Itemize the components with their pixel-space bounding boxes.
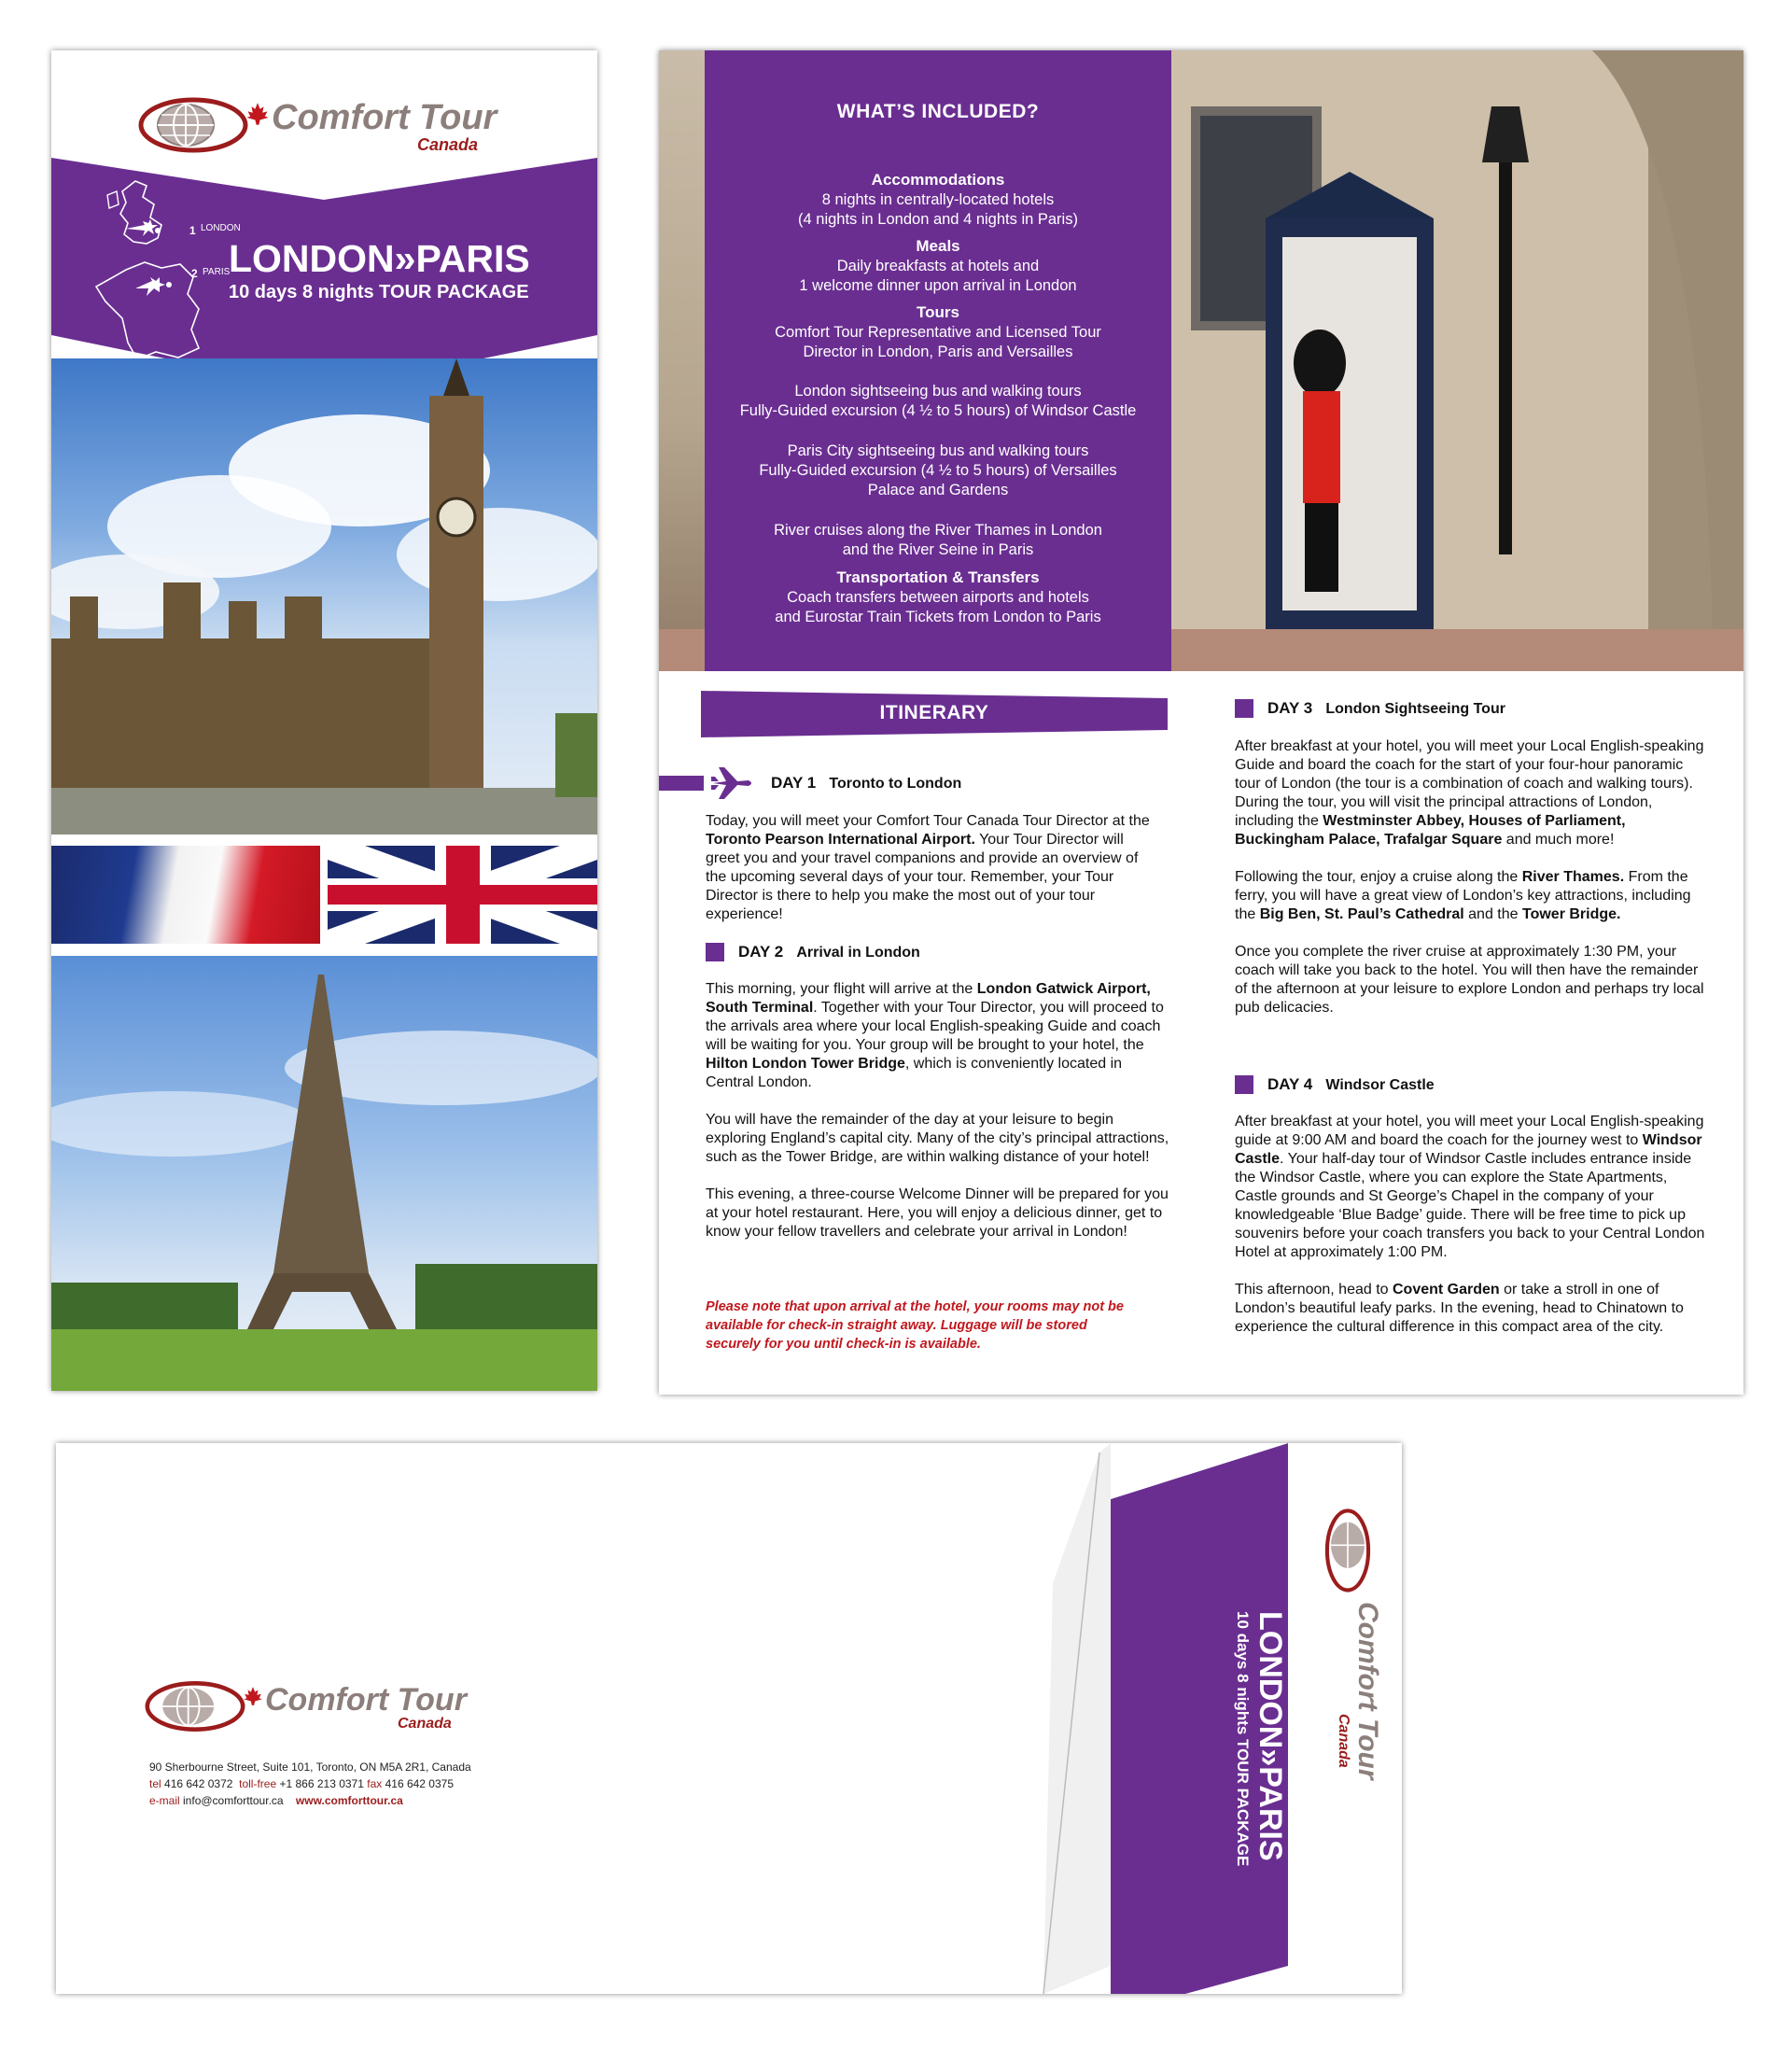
included-section [705,302,1171,362]
flap-title-block [1111,1443,1288,1994]
whats-included-heading: WHAT’S INCLUDED? [836,101,1040,122]
brand-sub: Canada [417,135,479,154]
france-flag-photo [51,846,320,944]
day1-label: DAY 1 Toronto to London [771,774,962,792]
website-link[interactable]: www.comforttour.ca [295,1794,403,1807]
included-section-title: Meals [916,237,960,255]
day4-title: Windsor Castle [1325,1077,1435,1093]
flap-title: LONDON»PARIS [1253,1611,1288,1861]
day4-text: After breakfast at your hotel, you will meet your Local English-speaking guide at 9:00 AM and board the coach for the journey west to Windsor Castle. Your half-day tour of Windsor Castle includes entrance inside the Windsor Castle, where you can explore the State Apartments, Castle grounds and St George’s Chapel in the company of your knowledgeable ‘Blue Badge’ guide. There will be free time to pick up souvenirs before your coach transfers you back to your Central London Hotel at approximately 1:00 PM. This afternoon, head to Covent Garden or take a stroll in one of London’s beautiful leafy parks. In the evening, head to Chinatown to experience the cultural difference in this compact area of the city. [1235,1114,1705,1335]
included-line: and Eurostar Train Tickets from London to Paris [775,609,1101,625]
included-line: Daily breakfasts at hotels and [836,258,1040,274]
included-section [705,568,1171,627]
included-section [705,382,1171,421]
envelope-brand-sub: Canada [398,1716,452,1732]
whats-included-box [705,50,1171,671]
day1-text: Today, you will meet your Comfort Tour Canada Tour Director at the Toronto Pearson International Airport. Your Tour Director will greet you and your travel companions and provide an overview of the upcoming several days of your tour. Remember, your Tour Director is there to help you make the most out of your tour experience! [706,813,1150,922]
included-line: and the River Seine in Paris [842,541,1034,558]
envelope-address: 90 Sherbourne Street, Suite 101, Toronto, ON M5A 2R1, Canada [149,1760,471,1774]
big-ben-photo [51,358,597,835]
eiffel-tower-photo [51,956,597,1391]
envelope-brand-name: Comfort Tour [265,1682,467,1718]
included-section-title: Tours [917,303,959,321]
map-london-label: LONDON [201,223,241,233]
day3-text: After breakfast at your hotel, you will meet your Local English-speaking Guide and board the coach for the start of your four-hour panoramic tour of London (the tour is a combination of coach and walking tours). During the tour, you will visit the principal attractions of London, including the Westminster Abbey, Houses of Parliament, Buckingham Palace, Trafalgar Square and much more! Following the tour, enjoy a cruise along the River Thames. From the ferry, you will have a great view of London’s key attractions, including the Big Ben, St. Paul’s Cathedral and the Tower Bridge. Once you complete the river cruise at approximately 1:30 PM, your coach will take you back to the hotel. You will then have the remainder of the afternoon at your leisure to explore London and perhaps try local pub delicacies. [1235,738,1704,1016]
included-section [705,442,1171,500]
brochure-cover [51,50,597,1391]
cover-logo [137,92,511,158]
day4-label: DAY 4 Windsor Castle [1267,1075,1435,1093]
airplane-icon [711,765,754,801]
itinerary-heading: ITINERARY [879,702,989,723]
map-london-num: 1 [189,224,196,237]
day4-marker [1235,1075,1253,1094]
included-line: 8 nights in centrally-located hotels [821,191,1055,208]
included-line: 1 welcome dinner upon arrival in London [799,277,1077,294]
included-line: Coach transfers between airports and hotels [787,589,1089,606]
globe-logo-icon [1318,1508,1378,1592]
included-line: Paris City sightseeing bus and walking tours [787,442,1089,459]
envelope-logo [144,1676,498,1742]
globe-logo-icon [144,1676,246,1736]
day2-marker [706,943,724,961]
envelope-phones: tel 416 642 0372 toll-free +1 866 213 0371 fax 416 642 0375 [149,1777,454,1790]
map-paris-label: PARIS [203,267,231,277]
day1-bar [659,776,704,791]
included-section [705,170,1171,230]
included-line: Director in London, Paris and Versailles [803,344,1073,360]
brand-name: Comfort Tour [272,98,497,137]
day1-title: Toronto to London [829,776,962,792]
day2-note: Please note that upon arrival at the hotel, your rooms may not be available for check-in straight away. Luggage will be stored securely for you until check-in is available. [706,1299,1124,1352]
globe-logo-icon [137,92,249,158]
day3-title: London Sightseeing Tour [1325,701,1505,717]
flap-logo [1297,1508,1402,1975]
included-line: (4 nights in London and 4 nights in Paris) [798,211,1078,228]
day2-label: DAY 2 Arrival in London [738,943,920,961]
day3-marker [1235,699,1253,718]
day2-text: This morning, your flight will arrive at the London Gatwick Airport, South Terminal. Together with your Tour Director, you will proceed to the arrivals area where your local English-speaking Guide and coach will be waiting for you. Your group will be brought to your hotel, the Hilton London Tower Bridge, which is conveniently located in Central London. You will have the remainder of the day at your leisure to begin exploring England’s capital city. Many of the city’s principal attractions, such as the Tower Bridge, are within walking distance of your hotel! This evening, a three-course Welcome Dinner will be prepared for you at your hotel restaurant. Here, you will enjoy a delicious dinner, get to know your fellow travellers and celebrate your arrival in London! [706,981,1169,1240]
email-link[interactable]: info@comforttour.ca [183,1794,284,1807]
day3-label: DAY 3 London Sightseeing Tour [1267,699,1505,717]
maple-leaf-icon [243,1686,263,1706]
flap-brand-name: Comfort Tour [1352,1602,1383,1780]
day2-title: Arrival in London [796,945,920,961]
envelope-contact: e-mail info@comforttour.ca www.comforttour.ca [149,1794,403,1807]
map-paris-num: 2 [191,267,198,280]
flap-subtitle: 10 days 8 nights TOUR PACKAGE [1234,1611,1252,1867]
included-line: Comfort Tour Representative and Licensed Tour [775,324,1101,341]
included-section-title: Accommodations [871,171,1005,189]
flap-brand-sub: Canada [1336,1714,1351,1768]
included-line: River cruises along the River Thames in London [774,522,1102,539]
included-line: Fully-Guided excursion (4 ½ to 5 hours) of Versailles [759,462,1117,479]
included-section [705,521,1171,560]
uk-flag-photo [328,846,597,944]
included-line: London sightseeing bus and walking tours [794,383,1082,400]
maple-leaf-icon [245,102,270,126]
cover-title: LONDON»PARIS [229,237,530,280]
included-line: Palace and Gardens [867,482,1009,498]
cover-subtitle: 10 days 8 nights TOUR PACKAGE [229,282,529,302]
included-section [705,236,1171,296]
included-line: Fully-Guided excursion (4 ½ to 5 hours) of Windsor Castle [739,402,1137,419]
envelope [56,1443,1402,1994]
included-section-title: Transportation & Transfers [836,568,1040,586]
